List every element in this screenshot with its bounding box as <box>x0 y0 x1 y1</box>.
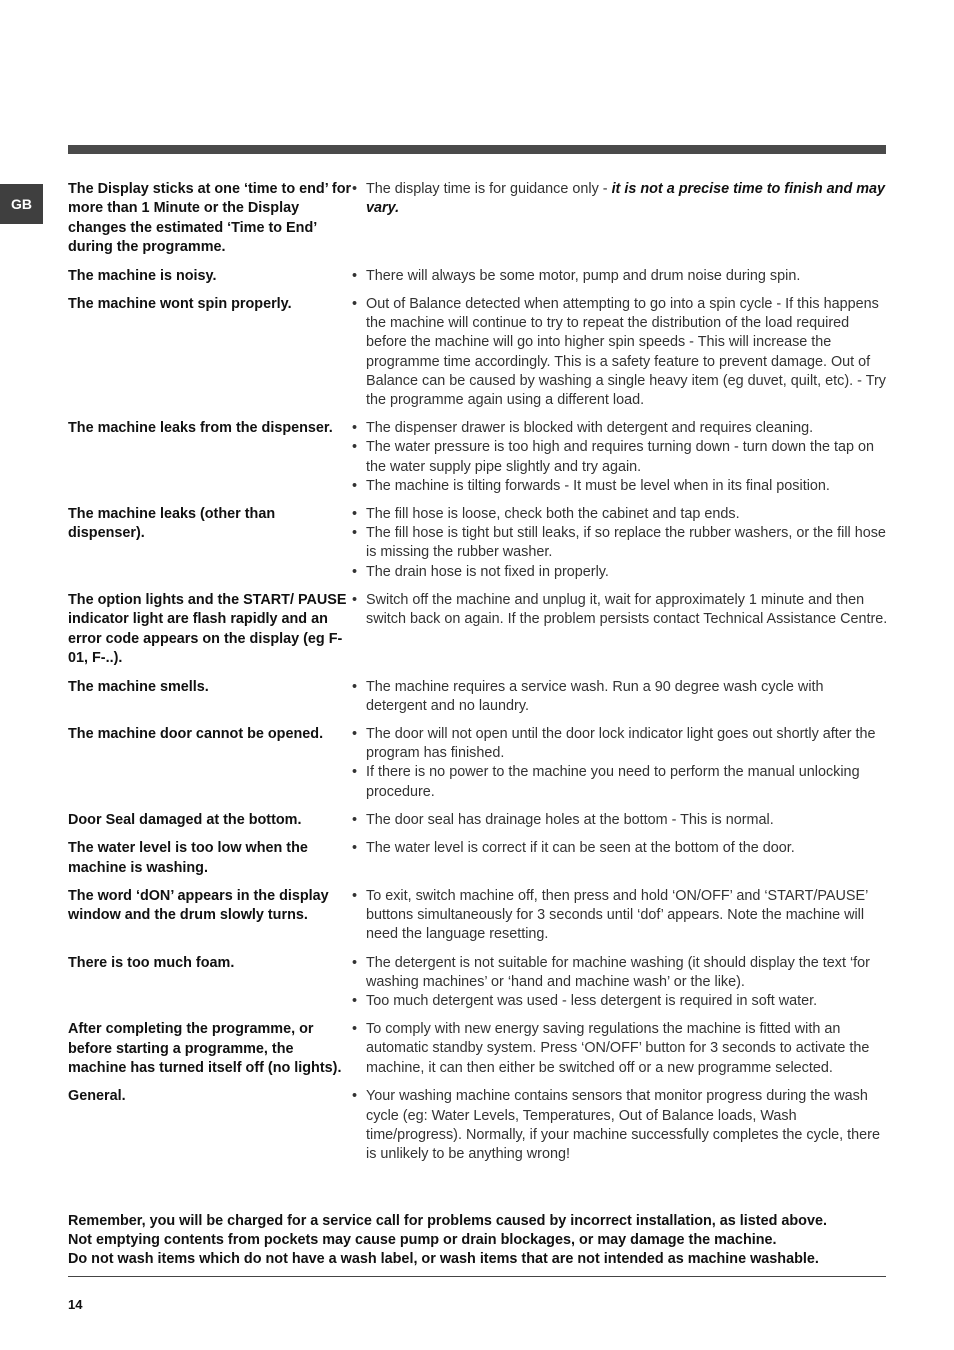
solution-text: Your washing machine contains sensors that monitor progress during the wash cycle (eg: Water Levels, Temperatures, Out of Balance loads, Wash time/progress). Normally, if your machine successfully completes the cycle, there is unlikely to be anything wrong! <box>366 1088 880 1162</box>
page-number: 14 <box>68 1297 83 1312</box>
troubleshooting-table <box>68 180 888 1173</box>
table-row <box>68 954 888 1012</box>
table-row <box>68 811 888 830</box>
solution-text: The fill hose is loose, check both the cabinet and tap ends. <box>366 506 740 523</box>
solution-text: The detergent is not suitable for machine washing (it should display the text ‘for washing machines’ or ‘hand and machine wash’ or the like). <box>366 954 870 990</box>
footer-rule <box>68 1276 886 1277</box>
table-row <box>68 505 888 582</box>
solution-text: The water level is correct if it can be seen at the bottom of the door. <box>366 840 795 857</box>
solution-list <box>352 811 888 830</box>
solution-list <box>352 295 888 410</box>
solution-text: To comply with new energy saving regulations the machine is fitted with an automatic standby system. Press ‘ON/OFF’ button for 3 seconds to activate the machine, it can then either be switched off or a new programme selected. <box>366 1021 870 1076</box>
solution-list <box>352 887 888 945</box>
problem-text: The machine smells. <box>68 678 209 695</box>
solution-text: The door will not open until the door lock indicator light goes out shortly after the program has finished. <box>366 725 876 762</box>
footer-note <box>68 1212 888 1270</box>
solution-list <box>352 1020 888 1078</box>
solution-text: Out of Balance detected when attempting to go into a spin cycle - If this happens the machine will continue to try to repeat the distribution of the load required before the machine will go into higher spin speeds - This will increase the programme time accordingly. This is a safety feature to prevent damage. Out of Balance can be caused by washing a single heavy item (eg duvet, quilt, etc). - Try the programme again using a different load. <box>366 296 886 409</box>
solution-item <box>352 811 888 830</box>
problem-text: The word ‘dON’ appears in the display window and the drum slowly turns. <box>68 887 329 924</box>
problem-text: The machine wont spin properly. <box>68 296 292 313</box>
solution-text: The drain hose is not fixed in properly. <box>366 563 609 580</box>
solution-item <box>352 1087 888 1164</box>
solution-text: The dispenser drawer is blocked with detergent and requires cleaning. <box>366 420 814 437</box>
problem-text: The option lights and the START/ PAUSE indicator light are flash rapidly and an error code appears on the display (eg F-01, F-..). <box>68 591 347 667</box>
table-row <box>68 725 888 802</box>
problem-text: The machine is noisy. <box>68 267 217 284</box>
solution-item <box>352 295 888 410</box>
solution-item <box>352 267 888 286</box>
problem-text: The water level is too low when the machine is washing. <box>68 840 308 876</box>
solution-text: If there is no power to the machine you need to perform the manual unlocking procedure. <box>366 764 860 800</box>
table-row <box>68 591 888 669</box>
solution-item <box>352 992 888 1011</box>
table-row <box>68 267 888 286</box>
solution-item <box>352 763 888 801</box>
table-row <box>68 419 888 496</box>
solution-list <box>352 954 888 1012</box>
solution-item <box>352 180 888 218</box>
footer-note-line: Do not wash items which do not have a wash label, or wash items that are not intended as machine washable. <box>68 1251 819 1268</box>
solution-list <box>352 591 888 669</box>
solution-list <box>352 839 888 878</box>
solution-text: There will always be some motor, pump and drum noise during spin. <box>366 267 801 284</box>
table-row <box>68 295 888 410</box>
footer-note-line: Remember, you will be charged for a service call for problems caused by incorrect installation, as listed above. <box>68 1213 827 1229</box>
solution-item <box>352 1020 888 1078</box>
problem-text: General. <box>68 1088 126 1105</box>
solution-list <box>352 678 888 716</box>
footer-note-line: Not emptying contents from pockets may cause pump or drain blockages, or may damage the machine. <box>68 1232 777 1249</box>
header-rule <box>68 145 886 154</box>
solution-text: Switch off the machine and unplug it, wait for approximately 1 minute and then switch back on again. If the problem persists contact Technical Assistance Centre. <box>366 591 888 628</box>
solution-item <box>352 887 888 945</box>
solution-item <box>352 524 888 562</box>
table-row <box>68 180 888 258</box>
solution-item <box>352 725 888 763</box>
solution-text: The fill hose is tight but still leaks, if so replace the rubber washers, or the fill hose is missing the rubber washer. <box>366 525 886 561</box>
solution-list <box>352 419 888 496</box>
solution-emphasis: it is not a precise time to finish and may vary. <box>366 181 886 217</box>
solution-text: The machine requires a service wash. Run a 90 degree wash cycle with detergent and no laundry. <box>366 678 824 714</box>
problem-text: The machine leaks from the dispenser. <box>68 420 333 437</box>
solution-text: The door seal has drainage holes at the bottom - This is normal. <box>366 811 774 828</box>
solution-text: The display time is for guidance only - <box>366 181 612 197</box>
solution-list <box>352 725 888 802</box>
solution-item <box>352 839 888 858</box>
table-row <box>68 839 888 878</box>
solution-text: The machine is tilting forwards - It must be level when in its final position. <box>366 477 830 494</box>
solution-list <box>352 505 888 582</box>
problem-text: After completing the programme, or before starting a programme, the machine has turned itself off (no lights). <box>68 1021 342 1076</box>
solution-list <box>352 267 888 286</box>
solution-text: To exit, switch machine off, then press and hold ‘ON/OFF’ and ‘START/PAUSE’ buttons simultaneously for 3 seconds until ‘dof’ appears. Note the machine will need the language resetting. <box>366 887 868 943</box>
table-row <box>68 1087 888 1164</box>
language-tab: GB <box>0 184 43 224</box>
problem-text: Door Seal damaged at the bottom. <box>68 811 302 828</box>
solution-item <box>352 419 888 438</box>
table-row <box>68 678 888 716</box>
table-row <box>68 887 888 945</box>
problem-text: The machine door cannot be opened. <box>68 725 324 742</box>
solution-list <box>352 180 888 258</box>
solution-item <box>352 477 888 496</box>
solution-item <box>352 954 888 992</box>
solution-text: The water pressure is too high and requires turning down - turn down the tap on the water supply pipe slightly and try again. <box>366 439 874 475</box>
solution-item <box>352 591 888 629</box>
solution-list <box>352 1087 888 1164</box>
problem-text: The Display sticks at one ‘time to end’ for more than 1 Minute or the Display changes the estimated ‘Time to End’ during the programme. <box>68 181 352 256</box>
problem-text: The machine leaks (other than dispenser). <box>68 506 276 542</box>
problem-text: There is too much foam. <box>68 954 235 971</box>
table-row <box>68 1020 888 1078</box>
solution-text: Too much detergent was used - less detergent is required in soft water. <box>366 992 818 1009</box>
solution-item <box>352 505 888 524</box>
solution-item <box>352 678 888 716</box>
solution-item <box>352 563 888 582</box>
solution-item <box>352 438 888 476</box>
